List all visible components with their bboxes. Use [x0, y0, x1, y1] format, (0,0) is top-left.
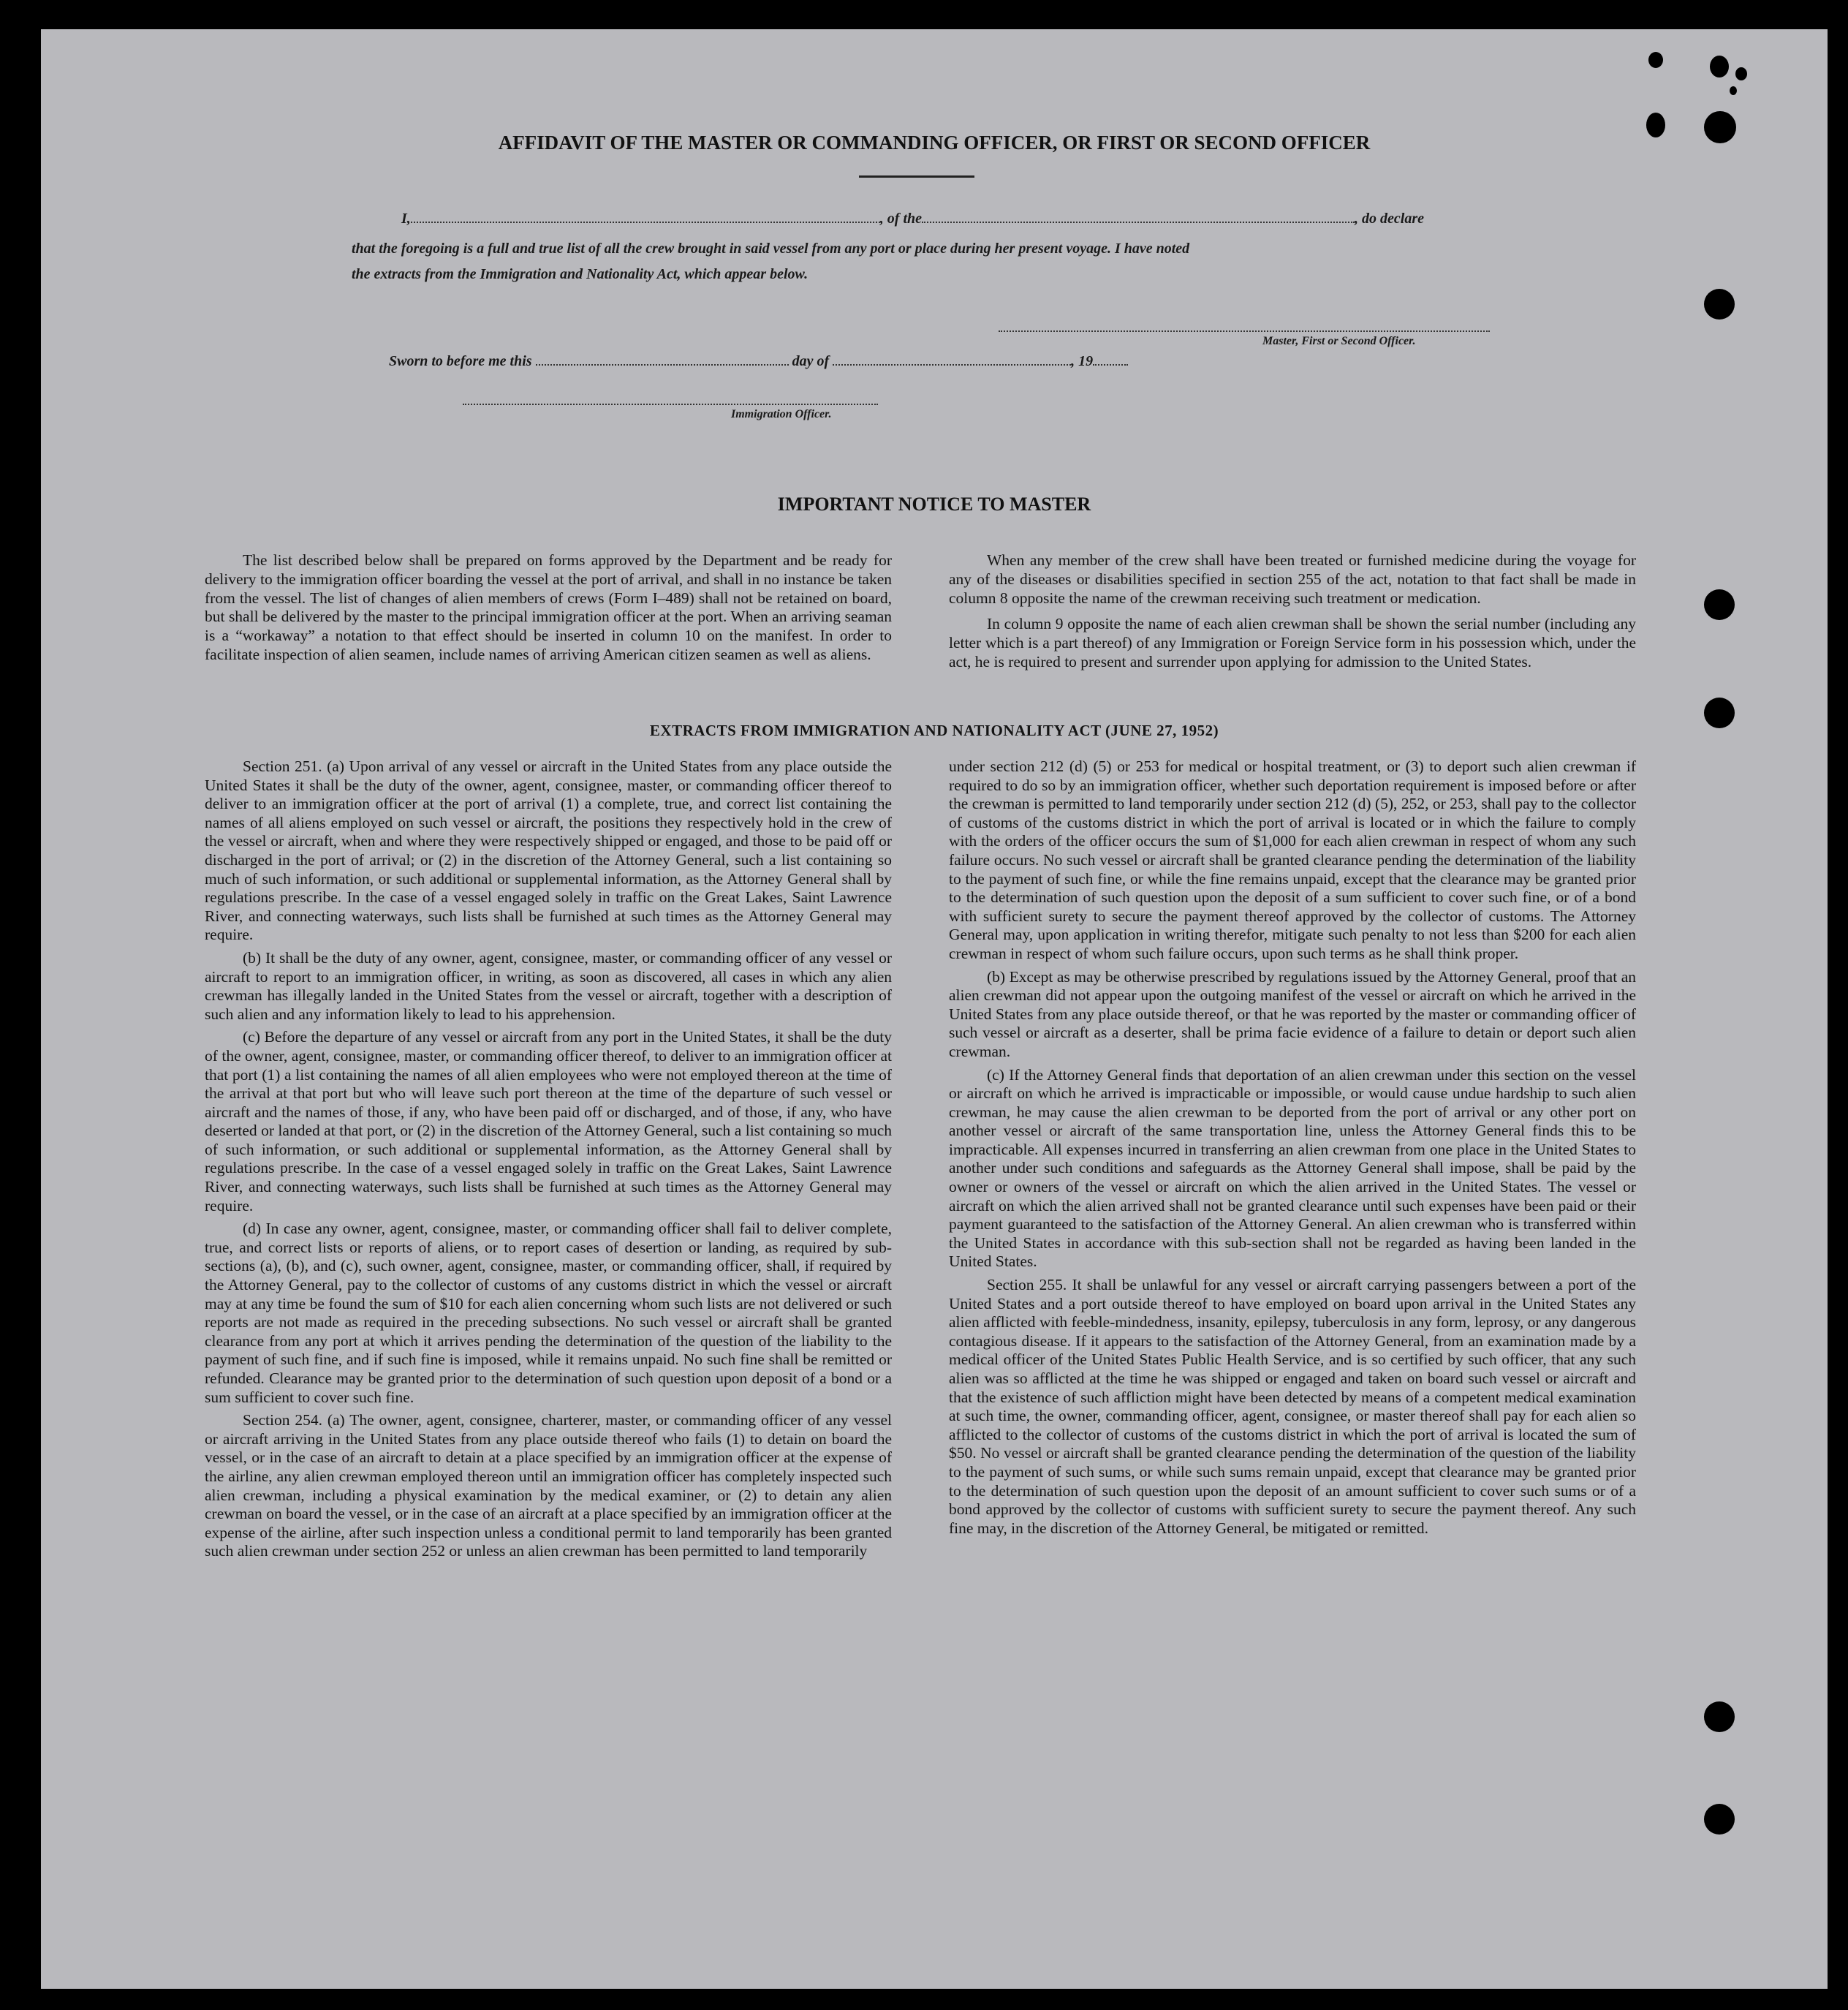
extracts-right-column [949, 757, 1636, 1538]
notice-title: IMPORTANT NOTICE TO MASTER [777, 494, 1091, 515]
notice-right-paragraph-1: When any member of the crew shall have been treated or furnished medicine during the voyage for any of the diseases or disabilities specified in section 255 of the act, notation to that fact shall be made in column 8 opposite the name of the crewman receiving such treatment or medication. [949, 551, 1636, 607]
vessel-field-dots [922, 220, 1355, 223]
master-signature-label: Master, First or Second Officer. [1262, 335, 1416, 347]
sworn-text: Sworn to before me this [389, 353, 532, 369]
affidavit-line-1 [401, 211, 1424, 227]
ink-blot [1735, 67, 1747, 80]
title-rule [859, 175, 974, 178]
section-251-d: (d) In case any owner, agent, consignee, master, or commanding officer shall fail to deliver complete, true, and correct lists or reports of aliens, or to report cases of desertion or landing, as required by sub-sections (a), (b), and (c), such owner, agent, consignee, master, or commanding officer, shall, if required by the Attorney General, pay to the collector of customs of any customs district in which the vessel or aircraft may at any time be found the sum of $10 for each alien concerning whom such lists are not delivered or such reports are not made as required in the preceding subsections. No such vessel or aircraft shall be granted clearance from any port at which it arrives pending the determination of the question of the liability to the payment of such fine, and if such fine is imposed, while it remains unpaid. No such fine shall be remitted or refunded. Clearance may be granted prior to the determination of such question upon deposit of a bond or a sum sufficient to cover such fine. [205, 1220, 892, 1406]
notice-left-column [205, 551, 892, 665]
sworn-line [389, 353, 1128, 370]
affidavit-line-2: that the foregoing is a full and true list of all the crew brought in said vessel from any port or place during her present voyage. I have noted [352, 241, 1190, 257]
binder-hole [1704, 589, 1735, 620]
affidavit-i: I, [401, 211, 411, 227]
section-251-b: (b) It shall be the duty of any owner, agent, consignee, master, or commanding officer of any vessel or aircraft to report to an immigration officer, in writing, as soon as discovered, all cases in which any alien crewman has illegally landed in the United States from the vessel or aircraft, together with a description of such alien and any information likely to lead to his apprehension. [205, 948, 892, 1023]
notice-right-paragraph-2: In column 9 opposite the name of each alien crewman shall be shown the serial number (including any letter which is a part thereof) of any Immigration or Foreign Service form in his possession which, under the act, he is required to present and surrender upon applying for admission to the United States. [949, 615, 1636, 670]
extracts-left-column [205, 757, 892, 1561]
officer-signature-label: Immigration Officer. [731, 408, 832, 420]
section-251-a: Section 251. (a) Upon arrival of any vessel or aircraft in the United States from any place outside the United States it shall be the duty of the owner, agent, consignee, master, or commanding officer thereof to deliver to an immigration officer at the port of arrival (1) a complete, true, and correct list containing the names of all aliens employed on such vessel or aircraft, the positions they respectively hold in the crew of the vessel or aircraft, when and where they were respectively shipped or engaged, and those to be paid off or discharged in the port of arrival; or (2) in the discretion of the Attorney General, such a list containing so much of such information, or such additional or supplemental information, as the Attorney General shall by regulations prescribe. In the case of a vessel engaged solely in traffic on the Great Lakes, Saint Lawrence River, and connecting waterways, such lists shall be furnished at such times as the Attorney General may require. [205, 757, 892, 944]
section-254-b: (b) Except as may be otherwise prescribed by regulations issued by the Attorney General, proof that an alien crewman did not appear upon the outgoing manifest of the vessel or aircraft on which he arrived in the United States from any place outside thereof, or that he was reported by the master or commanding officer of such vessel or aircraft as a deserter, shall be prima facie evidence of a failure to detain or deport such alien crewman. [949, 967, 1636, 1060]
binder-hole [1704, 1701, 1735, 1732]
name-field-dots [411, 220, 880, 223]
binder-hole [1704, 289, 1735, 320]
sworn-day-dots [536, 363, 789, 366]
document-page [41, 29, 1828, 1989]
sworn-day-of: day of [792, 353, 830, 369]
affidavit-declare: , do declare [1355, 211, 1424, 227]
notice-right-column [949, 551, 1636, 672]
section-251-c: (c) Before the departure of any vessel or aircraft from any port in the United States, it shall be the duty of the owner, agent, consignee, master, or commanding officer thereof, to deliver to an immigration officer at that port (1) a list containing the names of all alien employees who were not employed thereon at the time of the arrival at that port but who will leave such port thereon at the time of the departure of such vessel or aircraft and the names of those, if any, who have been paid off or discharged, and of those, if any, who have deserted or landed at that port, or (2) in the discretion of the Attorney General, such a list containing so much of such information, or such additional or supplemental information, as the Attorney General shall by regulations prescribe. In the case of a vessel engaged solely in traffic on the Great Lakes, Saint Lawrence River, and connecting waterways, such lists shall be furnished at such times as the Attorney General may require. [205, 1028, 892, 1214]
extracts-title: EXTRACTS FROM IMMIGRATION AND NATIONALITY ACT (JUNE 27, 1952) [649, 722, 1219, 739]
section-255: Section 255. It shall be unlawful for any vessel or aircraft carrying passengers between a port of the United States and a port outside thereof to have employed on board upon arrival in the United States any alien afflicted with feeble-mindedness, insanity, epilepsy, tuberculosis in any form, leprosy, or any dangerous contagious disease. If it appears to the satisfaction of the Attorney General, from an examination made by a medical officer of the United States Public Health Service, and is so certified by such officer, that any such alien was so afflicted at the time he was shipped or engaged and taken on board such vessel or aircraft and that the existence of such affliction might have been detected by means of a competent medical examination at such time, the owner, commanding officer, agent, consignee, or master thereof shall pay for each alien so afflicted to the collector of customs of the customs district in which the port of arrival is located the sum of $50. No vessel or aircraft shall be granted clearance pending the determination of the question of the liability to the payment of such sums, or while such sums remain unpaid, except that clearance may be granted prior to the determination of such question upon the deposit of an amount sufficient to cover such sums or of a bond approved by the collector of customs with sufficient surety to secure the payment thereof. Any such fine may, in the discretion of the Attorney General, be mitigated or remitted. [949, 1276, 1636, 1537]
affidavit-of-the: , of the [879, 211, 923, 227]
notice-left-paragraph: The list described below shall be prepared on forms approved by the Department and be ready for delivery to the immigration officer boarding the vessel at the port of arrival, and shall in no instance be taken from the vessel. The list of changes of alien members of crews (Form I–489) shall not be retained on board, but shall be delivered by the master to the principal immigration officer at the port. When an arriving seaman is a “workaway” a notation to that effect should be inserted in column 10 on the manifest. In order to facilitate inspection of alien seamen, include names of arriving American citizen seamen as well as aliens. [205, 551, 892, 663]
section-254-a-continued: under section 212 (d) (5) or 253 for medical or hospital treatment, or (3) to deport such alien crewman if required to do so by an immigration officer, whether such deportation requirement is imposed before or after the crewman is permitted to land temporarily under section 212 (d) (5), 252, or 253, shall pay to the collector of customs of the customs district in which the port of arrival is located or in which the failure to comply with the orders of the officer occurs the sum of $1,000 for each alien crewman in respect of whom any such failure occurs. No such vessel or aircraft shall be granted clearance pending the determination of the liability to the payment of such fine, or while the fine remains unpaid, except that the clearance may be granted prior to the determination of such question upon the deposit of a sum sufficient to cover such fine, or of a bond with sufficient surety to secure the payment thereof approved by the collector of customs. The Attorney General may, upon application in writing therefor, mitigate such penalty to not less than $200 for each alien crewman in respect of whom such failure occurs, upon such terms as he shall think proper. [949, 757, 1636, 962]
officer-signature-line [463, 404, 878, 405]
section-254-a: Section 254. (a) The owner, agent, consignee, charterer, master, or commanding officer of any vessel or aircraft arriving in the United States from any place outside thereof who fails (1) to detain on board the vessel, or in the case of an aircraft to detain at a place specified by an immigration officer at the expense of the airline, any alien crewman employed thereon until an immigration officer has completely inspected such alien crewman, including a physical examination by the medical examiner, or (2) to detain any alien crewman on board the vessel, or in the case of an aircraft at a place specified by an immigration officer at the expense of the airline, after such inspection unless a conditional permit to land temporarily has been granted such alien crewman under section 252 or unless an alien crewman has been permitted to land temporarily [205, 1411, 892, 1560]
sworn-year: , 19 [1071, 353, 1094, 369]
binder-hole [1704, 1804, 1735, 1835]
ink-blot [1648, 52, 1663, 68]
affidavit-line-3: the extracts from the Immigration and Nationality Act, which appear below. [352, 266, 808, 282]
section-254-c: (c) If the Attorney General finds that deportation of an alien crewman under this section on the vessel or aircraft on which he arrived is impracticable or impossible, or would cause undue hardship to such alien crewman, he may cause the alien crewman to be deported from the port of arrival or any other port on another vessel or aircraft of the same transportation line, unless the Attorney General finds this to be impracticable. All expenses incurred in transferring an alien crewman from one place in the United States to another under such conditions and safeguards as the Attorney General shall impose, shall be paid by the owner or owners of the vessel or aircraft on which the alien arrived in the United States. The vessel or aircraft on which the alien arrived shall not be granted clearance until such expenses have been paid or their payment guaranteed to the satisfaction of the Attorney General. An alien crewman who is transferred within the United States in accordance with this sub-section shall not be regarded as having been landed in the United States. [949, 1065, 1636, 1271]
master-signature-line [999, 330, 1490, 332]
ink-blot [1710, 56, 1729, 78]
affidavit-title: AFFIDAVIT OF THE MASTER OR COMMANDING OFFICER, OR FIRST OR SECOND OFFICER [498, 132, 1371, 154]
ink-blot [1730, 86, 1737, 95]
sworn-month-dots [833, 363, 1071, 366]
sworn-year-dots [1093, 363, 1128, 366]
